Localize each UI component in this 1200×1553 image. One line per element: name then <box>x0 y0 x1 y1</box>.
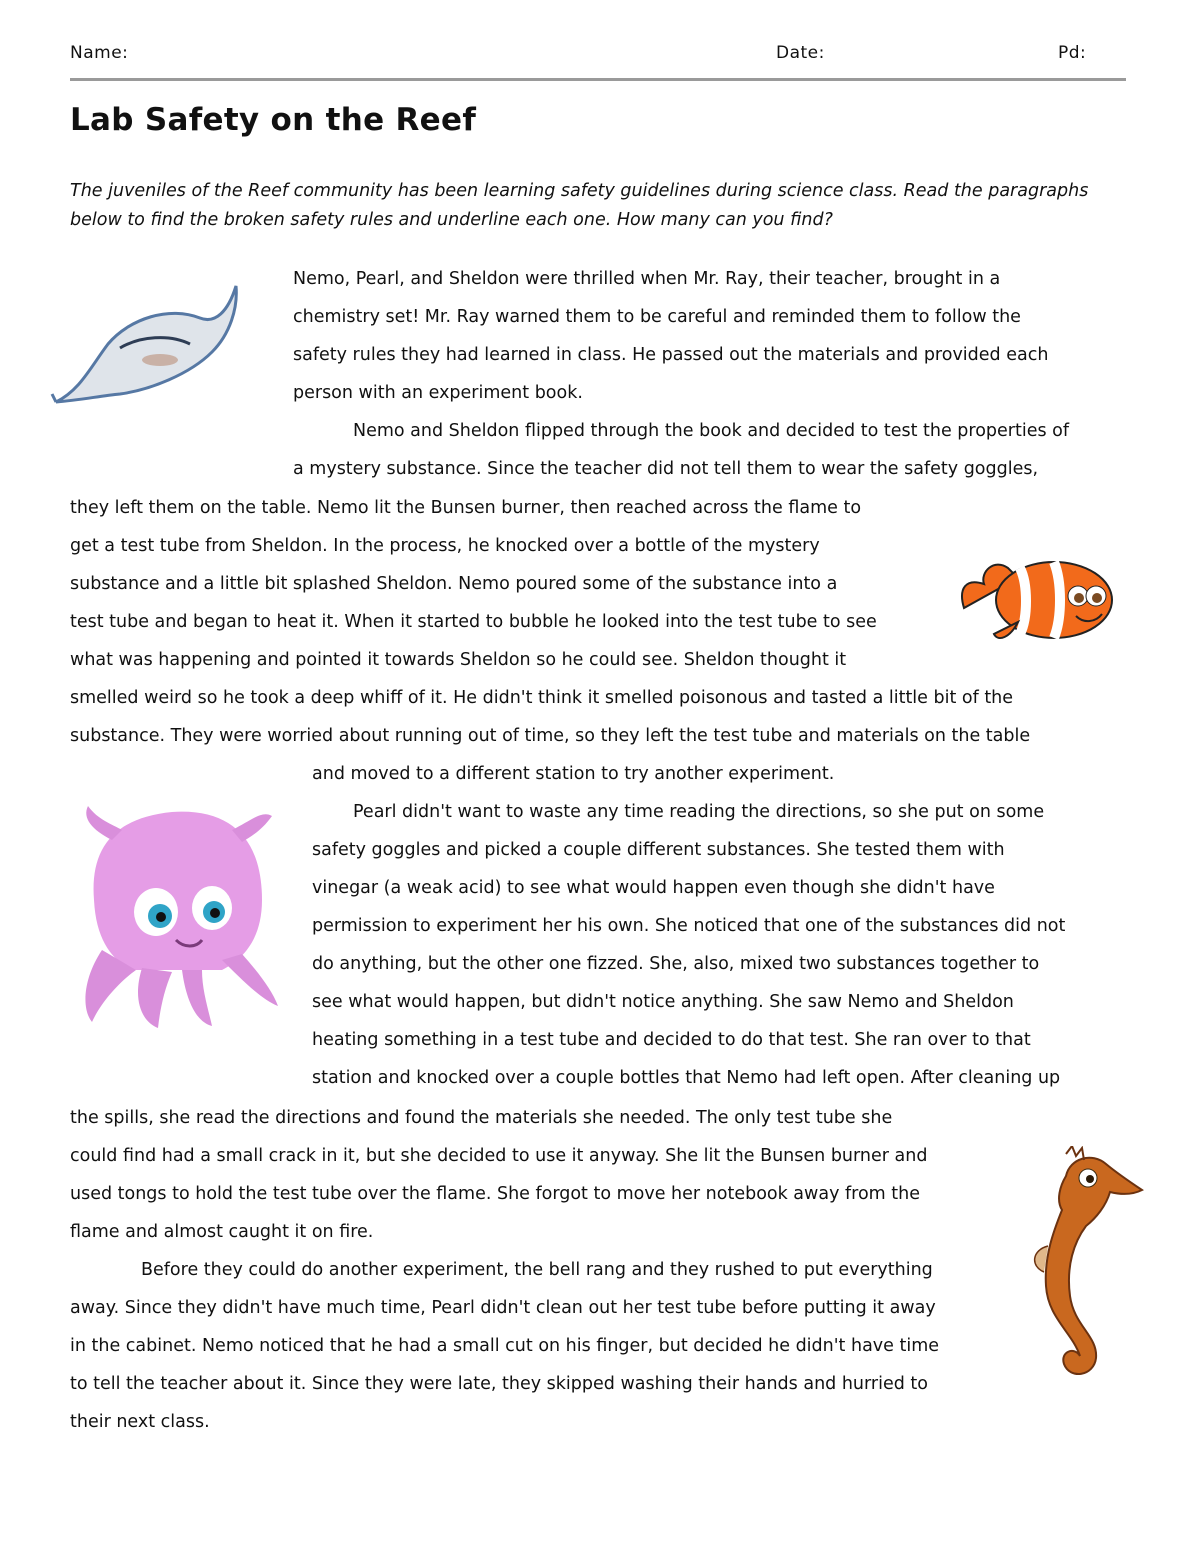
manta-ray-illustration <box>50 278 242 410</box>
story-line: safety rules they had learned in class. He passed out the materials and provided each <box>293 345 1049 365</box>
story-line: Pearl didn't want to waste any time reading the directions, so she put on some <box>353 802 1045 822</box>
story-line: away. Since they didn't have much time, Pearl didn't clean out her test tube before putting it away <box>70 1298 936 1318</box>
header-divider <box>70 78 1126 81</box>
clownfish-illustration <box>958 538 1118 644</box>
period-label: Pd: <box>1058 43 1087 63</box>
story-line: they left them on the table. Nemo lit the Bunsen burner, then reached across the flame to <box>70 498 862 518</box>
octopus-illustration <box>72 800 286 1032</box>
story-line: and moved to a different station to try another experiment. <box>312 764 835 784</box>
story-line: heating something in a test tube and decided to do that test. She ran over to that <box>312 1030 1031 1050</box>
story-line: person with an experiment book. <box>293 383 583 403</box>
story-line: substance and a little bit splashed Sheldon. Nemo poured some of the substance into a <box>70 574 838 594</box>
intro-instructions: The juveniles of the Reef community has been learning safety guidelines during science class. Read the paragraphs below to find the broken safety rules and underline each one. How many can you find? <box>70 181 1089 230</box>
story-line: used tongs to hold the test tube over the flame. She forgot to move her notebook away from the <box>70 1184 920 1204</box>
story-line: safety goggles and picked a couple different substances. She tested them with <box>312 840 1005 860</box>
story-line: see what would happen, but didn't notice anything. She saw Nemo and Sheldon <box>312 992 1014 1012</box>
story-line: do anything, but the other one fizzed. She, also, mixed two substances together to <box>312 954 1040 974</box>
story-line: station and knocked over a couple bottles that Nemo had left open. After cleaning up <box>312 1068 1061 1088</box>
story-line: could find had a small crack in it, but she decided to use it anyway. She lit the Bunsen burner and <box>70 1146 928 1166</box>
story-line: what was happening and pointed it towards Sheldon so he could see. Sheldon thought it <box>70 650 847 670</box>
story-line: Nemo, Pearl, and Sheldon were thrilled when Mr. Ray, their teacher, brought in a <box>293 269 1001 289</box>
story-line: get a test tube from Sheldon. In the process, he knocked over a bottle of the mystery <box>70 536 820 556</box>
page-title: Lab Safety on the Reef <box>70 102 477 138</box>
story-line: the spills, she read the directions and found the materials she needed. The only test tube she <box>70 1108 893 1128</box>
date-label: Date: <box>776 43 825 63</box>
story-line: vinegar (a weak acid) to see what would happen even though she didn't have <box>312 878 995 898</box>
story-line: substance. They were worried about running out of time, so they left the test tube and materials on the table <box>70 726 1031 746</box>
story-line: Nemo and Sheldon flipped through the book and decided to test the properties of <box>353 421 1070 441</box>
story-line: flame and almost caught it on fire. <box>70 1222 374 1242</box>
story-line: permission to experiment her his own. She noticed that one of the substances did not <box>312 916 1066 936</box>
story-line: test tube and began to heat it. When it started to bubble he looked into the test tube to see <box>70 612 877 632</box>
story-line: Before they could do another experiment, the bell rang and they rushed to put everything <box>141 1260 933 1280</box>
story-line: their next class. <box>70 1412 210 1432</box>
story-line: a mystery substance. Since the teacher did not tell them to wear the safety goggles, <box>293 459 1039 479</box>
story-line: in the cabinet. Nemo noticed that he had a small cut on his finger, but decided he didn't have time <box>70 1336 940 1356</box>
story-line: to tell the teacher about it. Since they were late, they skipped washing their hands and hurried to <box>70 1374 928 1394</box>
name-label: Name: <box>70 43 129 63</box>
seahorse-illustration <box>1026 1146 1148 1382</box>
story-line: chemistry set! Mr. Ray warned them to be careful and reminded them to follow the <box>293 307 1021 327</box>
story-line: smelled weird so he took a deep whiff of it. He didn't think it smelled poisonous and tasted a little bit of the <box>70 688 1014 708</box>
